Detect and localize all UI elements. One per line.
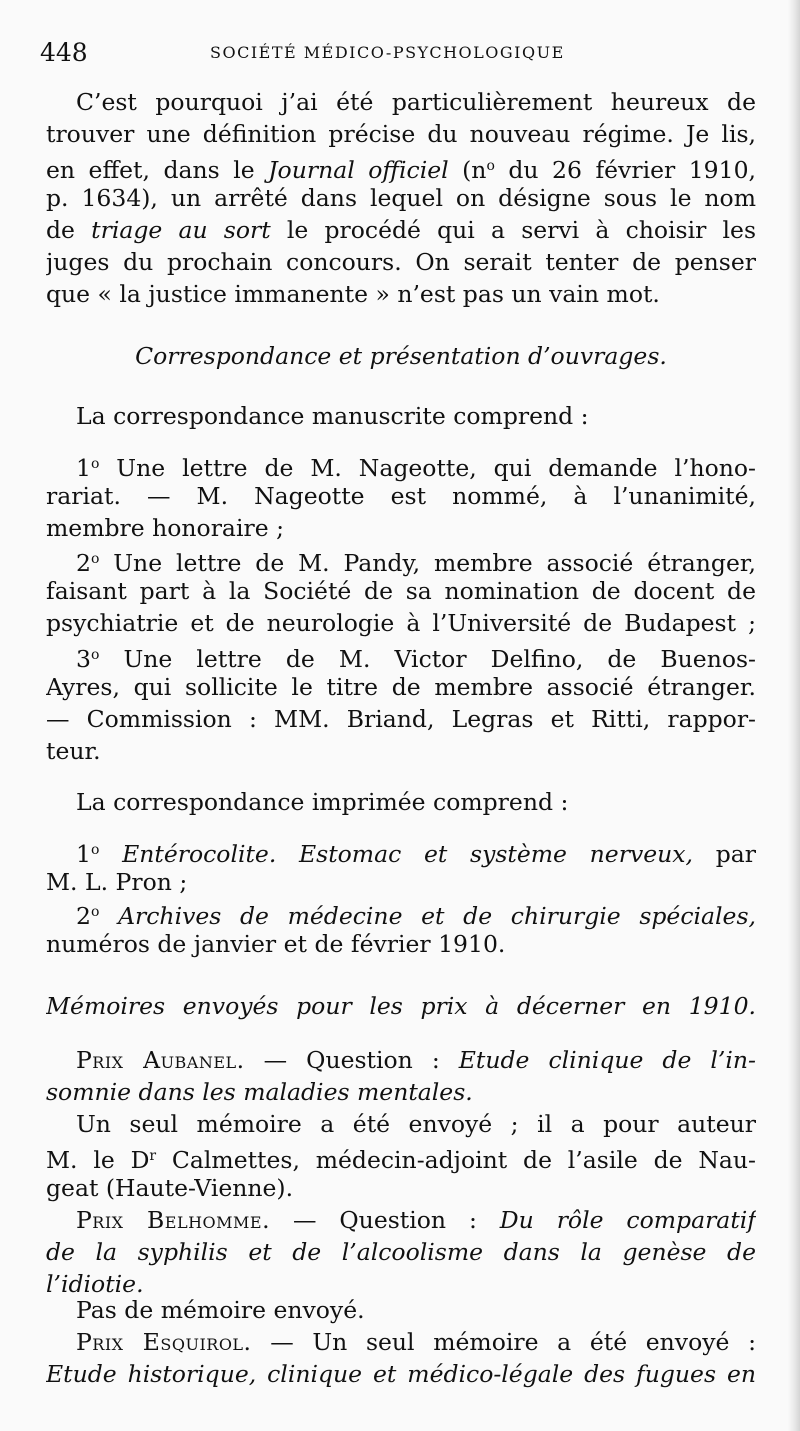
text-line: de triage au sort le procédé qui a servi à choisir les	[46, 216, 756, 244]
running-title: SOCIÉTÉ MÉDICO-PSYCHOLOGIQUE	[210, 43, 565, 62]
text-line: en effet, dans le Journal officiel ($n^o$ du 26 février 1910,	[46, 156, 756, 184]
text-line: que « la justice immanente » n’est pas un vain mot.	[46, 280, 660, 308]
text-line: Etude historique, clinique et médico-légale des fugues en	[46, 1360, 756, 1388]
text-line: trouver une définition précise du nouveau régime. Je lis,	[46, 120, 756, 148]
text-line: Ayres, qui sollicite le titre de membre associé étranger.	[46, 673, 756, 701]
list-item: 2$^o$ Archives de médecine et de chirurgie spéciales,	[76, 902, 756, 930]
text-line: rariat. — M. Nageotte est nommé, à l’unanimité,	[46, 482, 756, 510]
text-line: l’idiotie.	[46, 1270, 144, 1298]
text-line: M. L. Pron ;	[46, 868, 188, 896]
text-line: Pas de mémoire envoyé.	[76, 1296, 365, 1324]
text-line: faisant part à la Société de sa nomination de docent de	[46, 577, 756, 605]
text-line: psychiatrie et de neurologie à l’Université de Budapest ;	[46, 609, 756, 637]
page-number: 448	[40, 38, 88, 67]
text-line: geat (Haute-Vienne).	[46, 1174, 294, 1202]
text-line: teur.	[46, 737, 101, 765]
text-line: C’est pourquoi j’ai été particulièrement heureux de	[76, 88, 756, 116]
text-line: somnie dans les maladies mentales.	[46, 1078, 473, 1106]
text-line: — Commission : MM. Briand, Legras et Ritti, rappor-	[46, 705, 756, 733]
text-line: La correspondance manuscrite comprend :	[76, 402, 589, 430]
text-line: La correspondance imprimée comprend :	[76, 788, 569, 816]
list-item: 3$^o$ Une lettre de M. Victor Delfino, de Buenos-	[76, 645, 756, 673]
page-header	[40, 38, 760, 74]
text-line: M. le $D^r$ Calmettes, médecin-adjoint de l’asile de Nau-	[46, 1146, 756, 1174]
text-line: membre honoraire ;	[46, 514, 284, 542]
list-item: 1$^o$ Entérocolite. Estomac et système nerveux, par	[76, 840, 756, 868]
section-heading: Mémoires envoyés pour les prix à décerner en 1910.	[46, 992, 756, 1020]
text-line: Un seul mémoire a été envoyé ; il a pour auteur	[76, 1110, 756, 1138]
text-line: juges du prochain concours. On serait tenter de penser	[46, 248, 756, 276]
section-heading: Correspondance et présentation d’ouvrages.	[135, 342, 667, 370]
list-item: 1$^o$ Une lettre de M. Nageotte, qui demande l’hono-	[76, 454, 756, 482]
text-line: Prix Esquirol. — Un seul mémoire a été envoyé :	[76, 1328, 756, 1356]
text-line: numéros de janvier et de février 1910.	[46, 930, 506, 958]
text-line: Prix Belhomme. — Question : Du rôle comparatif	[76, 1206, 756, 1234]
list-item: 2$^o$ Une lettre de M. Pandy, membre associé étranger,	[76, 549, 756, 577]
text-line: de la syphilis et de l’alcoolisme dans la genèse de	[46, 1238, 756, 1266]
text-line: p. 1634), un arrêté dans lequel on désigne sous le nom	[46, 184, 756, 212]
page-edge-shadow	[788, 0, 800, 1431]
text-line: Prix Aubanel. — Question : Etude clinique de l’in-	[76, 1046, 756, 1074]
